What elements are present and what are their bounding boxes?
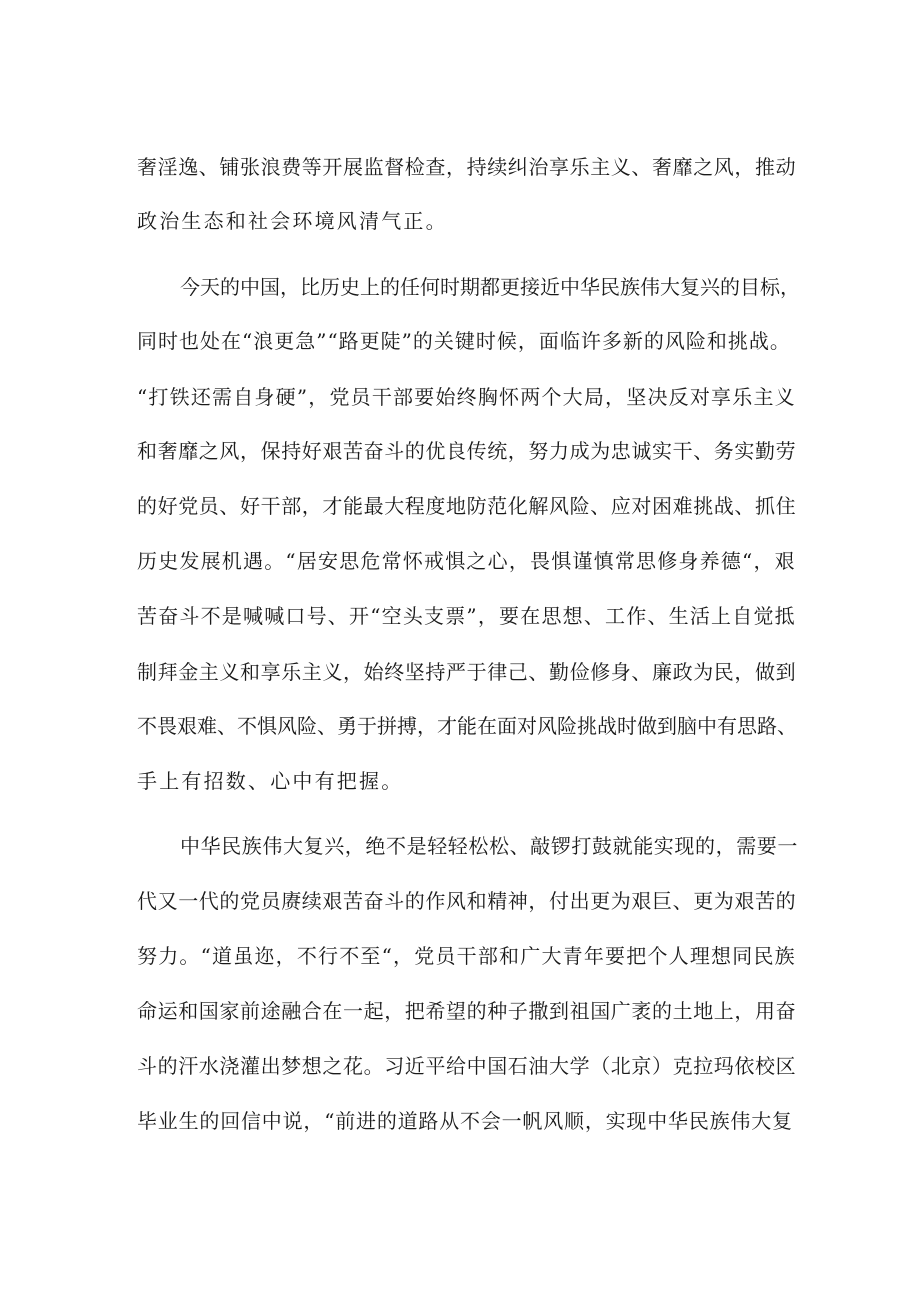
- text-line: 历史发展机遇。“居安思危常怀戒惧之心，畏惧谨慎常思修身养德“，艰: [137, 549, 796, 573]
- text-line: “打铁还需自身硬”，党员干部要始终胸怀两个大局，坚决反对享乐主义: [137, 385, 796, 409]
- text-line: 不畏艰难、不惧风险、勇于拼搏，才能在面对风险挑战时做到脑中有思路、: [137, 714, 797, 738]
- text-line: 毕业生的回信中说，“前进的道路从不会一帆风顺，实现中华民族伟大复: [137, 1109, 793, 1133]
- text-line: 努力。“道虽迩，不行不至“，党员干部和广大青年要把个人理想同民族: [137, 944, 796, 968]
- text-line: 代又一代的党员赓续艰苦奋斗的作风和精神，付出更为艰巨、更为艰苦的: [137, 889, 797, 913]
- text-line: 制拜金主义和享乐主义，始终坚持严于律己、勤俭修身、廉政为民，做到: [137, 660, 797, 684]
- text-line: 政治生态和社会环境风清气正。: [137, 209, 448, 233]
- paragraph-first-line: 中华民族伟大复兴，绝不是轻轻松松、敲锣打鼓就能实现的，需要一: [180, 834, 798, 858]
- text-line: 苦奋斗不是喊喊口号、开“空头支票”，要在思想、工作、生活上自觉抵: [137, 604, 796, 628]
- text-line: 和奢靡之风，保持好艰苦奋斗的优良传统，努力成为忠诚实干、务实勤劳: [137, 439, 797, 463]
- text-line: 的好党员、好干部，才能最大程度地防范化解风险、应对困难挑战、抓住: [137, 494, 797, 518]
- text-line: 斗的汗水浇灌出梦想之花。习近平给中国石油大学（北京）克拉玛依校区: [137, 1054, 797, 1078]
- text-line: 奢淫逸、铺张浪费等开展监督检查，持续纠治享乐主义、奢靡之风，推动: [137, 155, 797, 179]
- paragraph-first-line: 今天的中国，比历史上的任何时期都更接近中华民族伟大复兴的目标，: [180, 275, 800, 299]
- text-line: 同时也处在“浪更急”“路更陡”的关键时候，面临许多新的风险和挑战。: [137, 329, 791, 353]
- text-line: 命运和国家前途融合在一起，把希望的种子撒到祖国广袤的土地上，用奋: [137, 999, 797, 1023]
- text-line: 手上有招数、心中有把握。: [137, 769, 404, 793]
